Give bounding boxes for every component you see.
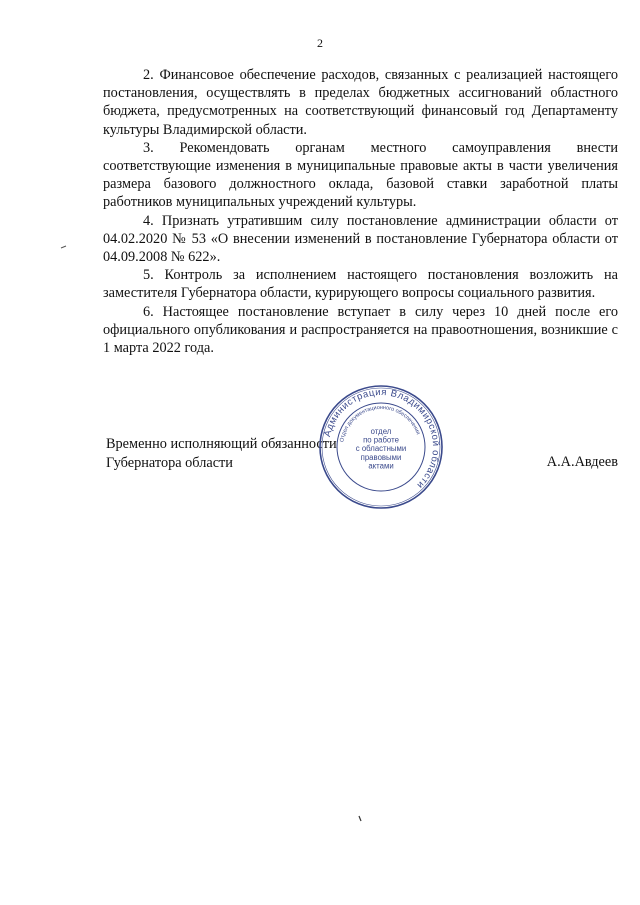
scan-speck-icon (357, 815, 363, 823)
stamp-line: отдел (370, 427, 392, 436)
stamp-line: по работе (363, 435, 399, 445)
official-stamp-icon (318, 384, 444, 510)
paragraph-6: 6. Настоящее постановление вступает в силу через 10 дней после его официального опубликования и распространяется на правоотношения, возникшие с 1 марта 2022 года. (103, 303, 618, 357)
paragraph-5: 5. Контроль за исполнением настоящего постановления возложить на заместителя Губернатора области, курирующего вопросы социального развития. (103, 267, 618, 302)
signatory-title-line-2: Губернатора области (106, 454, 233, 471)
stamp-line: с областными (355, 444, 407, 454)
signatory-name: А.А.Авдеев (546, 454, 618, 470)
svg-text:Отдел документационного обеспе: Отдел документационного обеспечения (339, 404, 421, 443)
svg-text:отделпо работес областнымиправ (356, 427, 407, 470)
paragraph-3: 3. Рекомендовать органам местного самоуправления внести соответствующие изменения в муниципальные правовые акты в части увеличения размера базового должностного оклада, базовой ставки заработной платы работников муниципальных учреждений культуры. (103, 139, 618, 211)
stamp-line: актами (368, 461, 394, 471)
svg-text:Администрация Владимирской обл: Администрация Владимирской области (322, 386, 442, 491)
signatory-title-line-1: Временно исполняющий обязанности (106, 436, 337, 452)
document-body (103, 66, 618, 357)
paragraph-2: 2. Финансовое обеспечение расходов, связанных с реализацией настоящего постановления, осуществлять в пределах бюджетных ассигнований областного бюджета, предусмотренных на соответствующий финансовый год Департаменту культуры Владимирской области. (103, 67, 618, 138)
paragraph-4: 4. Признать утратившим силу постановление администрации области от 04.02.2020 № 53 «О внесении изменений в постановление Губернатора области от 04.09.2008 № 622». (103, 212, 618, 266)
scan-speck-icon (60, 244, 68, 250)
stamp-line: правовыми (360, 452, 402, 462)
signatory-title (106, 435, 337, 472)
page-number: 2 (317, 36, 323, 50)
